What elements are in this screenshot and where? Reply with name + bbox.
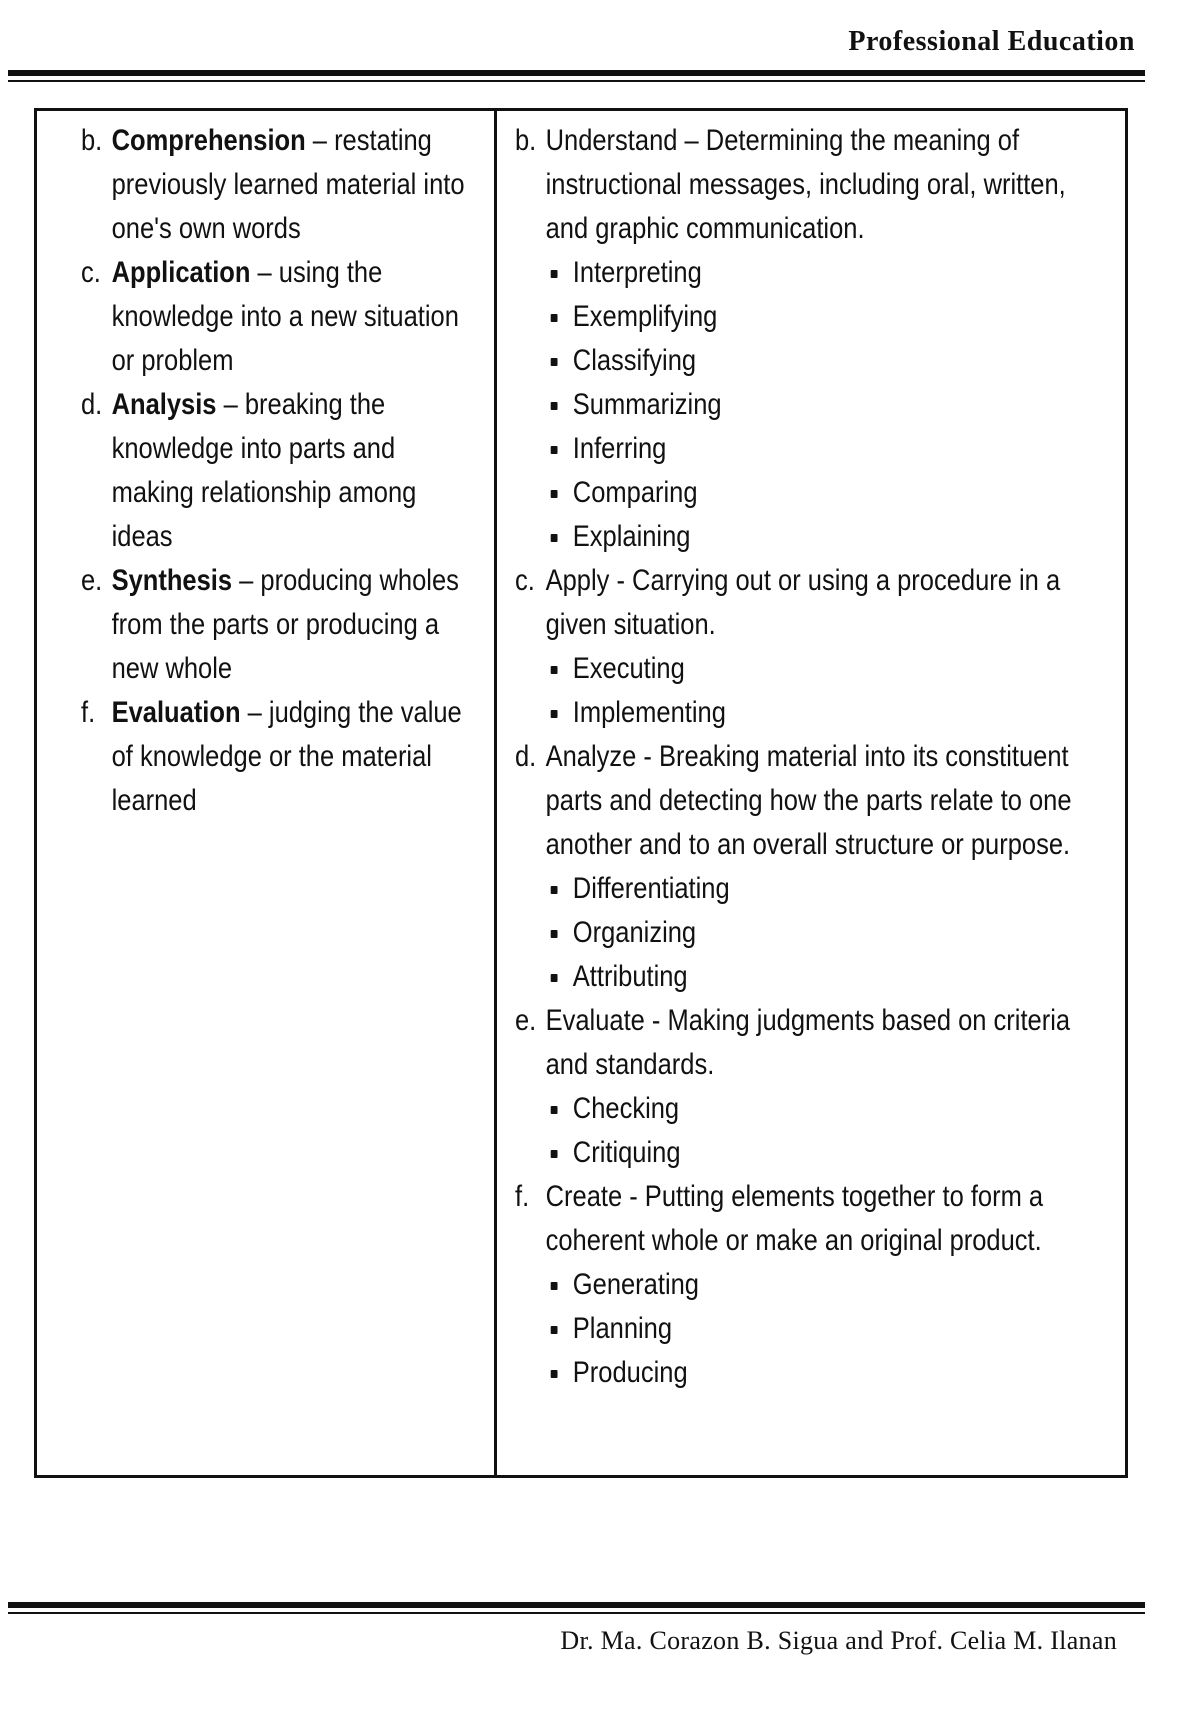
item-letter: b. — [81, 124, 103, 157]
list-item: Producing — [546, 1351, 1102, 1395]
item-description: - Breaking material into its constituent parts and detecting how the parts relate to one another and to an overall structure or purpose. — [545, 740, 1072, 861]
list-item: Comparing — [546, 471, 1102, 515]
item-letter: c. — [515, 564, 535, 597]
list-item: Explaining — [546, 515, 1102, 559]
list-item: Interpreting — [546, 251, 1102, 295]
item-description: – judging the value of knowledge or the material learned — [111, 696, 462, 817]
list-item: Checking — [546, 1087, 1102, 1131]
item-term: Application — [111, 256, 251, 289]
left-item-d — [81, 383, 476, 559]
right-item-d — [515, 735, 1102, 999]
item-description: - Putting elements together to form a coherent whole or make an original product. — [545, 1180, 1044, 1257]
item-term: Evaluate — [545, 1004, 645, 1037]
list-item: Executing — [546, 647, 1102, 691]
list-item: Organizing — [546, 911, 1102, 955]
list-item: Summarizing — [546, 383, 1102, 427]
subskill-list — [546, 867, 1102, 999]
subskill-list — [546, 1263, 1102, 1395]
item-description: - Carrying out or using a procedure in a given situation. — [545, 564, 1061, 641]
item-letter: d. — [81, 388, 103, 421]
item-letter: e. — [81, 564, 103, 597]
item-term: Comprehension — [111, 124, 306, 157]
item-term: Evaluation — [111, 696, 241, 729]
list-item: Critiquing — [546, 1131, 1102, 1175]
item-description: - Making judgments based on criteria and standards. — [545, 1004, 1071, 1081]
item-term: Analysis — [111, 388, 217, 421]
list-item: Attributing — [546, 955, 1102, 999]
list-item: Differentiating — [546, 867, 1102, 911]
footer-authors: Dr. Ma. Corazon B. Sigua and Prof. Celia M. Ilanan — [560, 1626, 1117, 1655]
item-term: Apply — [545, 564, 610, 597]
right-item-f — [515, 1175, 1102, 1395]
item-description: – producing wholes from the parts or producing a new whole — [111, 564, 459, 685]
header-rule-thin — [8, 80, 1145, 82]
right-column — [515, 119, 1102, 1395]
page-header-title: Professional Education — [848, 26, 1135, 57]
item-term: Analyze — [545, 740, 637, 773]
item-description: – Determining the meaning of instructional messages, including oral, written, and graphic communication. — [545, 124, 1066, 245]
header-rule — [8, 70, 1145, 76]
item-letter: e. — [515, 1004, 537, 1037]
list-item: Planning — [546, 1307, 1102, 1351]
item-letter: b. — [515, 124, 537, 157]
item-description: – restating previously learned material into one's own words — [111, 124, 465, 245]
left-item-c — [81, 251, 476, 383]
item-description: – breaking the knowledge into parts and making relationship among ideas — [111, 388, 417, 553]
item-term: Create — [545, 1180, 623, 1213]
left-item-b — [81, 119, 476, 251]
left-item-f — [81, 691, 476, 823]
right-item-e — [515, 999, 1102, 1175]
item-letter: f. — [81, 696, 96, 729]
subskill-list — [546, 251, 1102, 559]
list-item: Inferring — [546, 427, 1102, 471]
left-item-e — [81, 559, 476, 691]
left-column — [81, 119, 476, 823]
list-item: Classifying — [546, 339, 1102, 383]
item-letter: d. — [515, 740, 537, 773]
list-item: Generating — [546, 1263, 1102, 1307]
comparison-table — [34, 108, 1128, 1478]
footer-rule-thin — [8, 1612, 1145, 1614]
footer-rule — [8, 1602, 1145, 1608]
item-term: Understand — [545, 124, 678, 157]
right-item-c — [515, 559, 1102, 735]
item-description: – using the knowledge into a new situation or problem — [111, 256, 459, 377]
column-divider — [494, 111, 497, 1475]
item-letter: c. — [81, 256, 101, 289]
list-item: Implementing — [546, 691, 1102, 735]
right-item-b — [515, 119, 1102, 559]
item-term: Synthesis — [111, 564, 233, 597]
list-item: Exemplifying — [546, 295, 1102, 339]
item-letter: f. — [515, 1180, 530, 1213]
subskill-list — [546, 647, 1102, 735]
subskill-list — [546, 1087, 1102, 1175]
